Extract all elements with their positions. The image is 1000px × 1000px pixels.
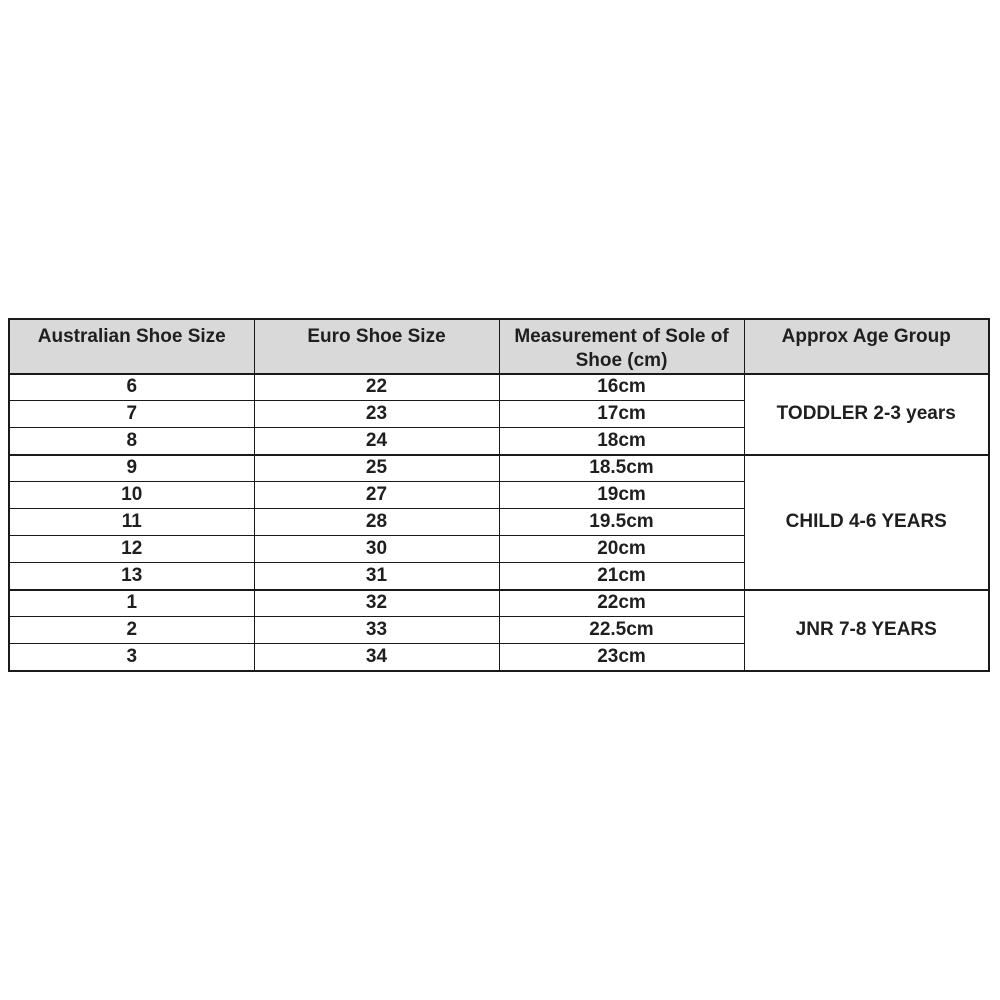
- sole-measurement-cell: 20cm: [499, 536, 744, 563]
- header-row: [9, 319, 989, 374]
- size-chart-table-container: [8, 318, 990, 672]
- australian-size-cell: 8: [9, 428, 254, 455]
- age-group-cell: CHILD 4-6 YEARS: [744, 455, 989, 590]
- size-table-body: [9, 374, 989, 671]
- australian-size-cell: 2: [9, 617, 254, 644]
- euro-size-cell: 33: [254, 617, 499, 644]
- euro-size-cell: 30: [254, 536, 499, 563]
- age-group-cell: JNR 7-8 YEARS: [744, 590, 989, 671]
- header-euro-size: Euro Shoe Size: [254, 319, 499, 374]
- australian-size-cell: 9: [9, 455, 254, 482]
- euro-size-cell: 27: [254, 482, 499, 509]
- shoe-size-table: [8, 318, 990, 672]
- sole-measurement-cell: 19cm: [499, 482, 744, 509]
- table-row: [9, 590, 989, 617]
- header-age-group: Approx Age Group: [744, 319, 989, 374]
- euro-size-cell: 34: [254, 644, 499, 671]
- australian-size-cell: 6: [9, 374, 254, 401]
- australian-size-cell: 7: [9, 401, 254, 428]
- euro-size-cell: 24: [254, 428, 499, 455]
- euro-size-cell: 25: [254, 455, 499, 482]
- euro-size-cell: 31: [254, 563, 499, 590]
- header-sole-measurement: Measurement of Sole of Shoe (cm): [499, 319, 744, 374]
- australian-size-cell: 13: [9, 563, 254, 590]
- sole-measurement-cell: 18.5cm: [499, 455, 744, 482]
- australian-size-cell: 12: [9, 536, 254, 563]
- australian-size-cell: 3: [9, 644, 254, 671]
- age-group-cell: TODDLER 2-3 years: [744, 374, 989, 455]
- euro-size-cell: 23: [254, 401, 499, 428]
- sole-measurement-cell: 22.5cm: [499, 617, 744, 644]
- header-australian-size: Australian Shoe Size: [9, 319, 254, 374]
- sole-measurement-cell: 23cm: [499, 644, 744, 671]
- sole-measurement-cell: 21cm: [499, 563, 744, 590]
- australian-size-cell: 1: [9, 590, 254, 617]
- sole-measurement-cell: 19.5cm: [499, 509, 744, 536]
- size-table-header: [9, 319, 989, 374]
- australian-size-cell: 10: [9, 482, 254, 509]
- euro-size-cell: 22: [254, 374, 499, 401]
- sole-measurement-cell: 16cm: [499, 374, 744, 401]
- table-row: [9, 374, 989, 401]
- sole-measurement-cell: 22cm: [499, 590, 744, 617]
- australian-size-cell: 11: [9, 509, 254, 536]
- euro-size-cell: 28: [254, 509, 499, 536]
- euro-size-cell: 32: [254, 590, 499, 617]
- table-row: [9, 455, 989, 482]
- sole-measurement-cell: 17cm: [499, 401, 744, 428]
- sole-measurement-cell: 18cm: [499, 428, 744, 455]
